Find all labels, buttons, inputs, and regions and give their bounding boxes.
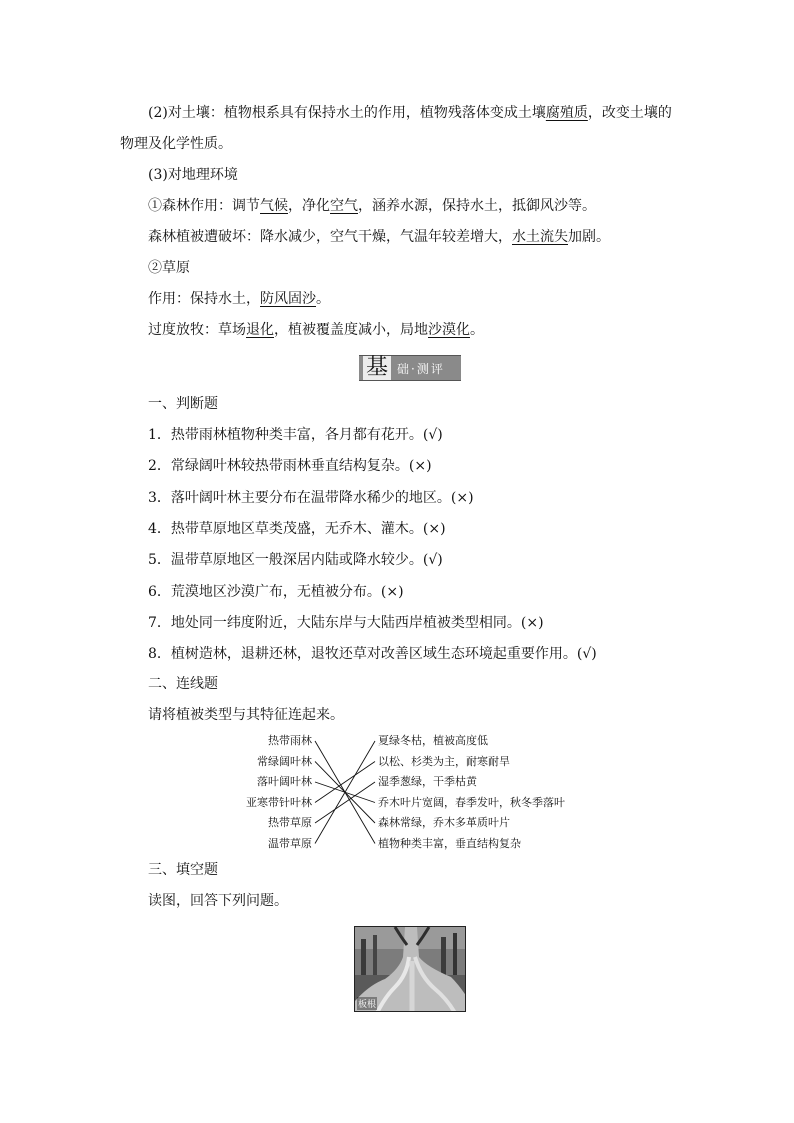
judgment-item: 5．温带草原地区一般深居内陆或降水较少。(√) xyxy=(148,552,443,569)
match-right-item: 夏绿冬枯，植被高度低 xyxy=(378,734,488,747)
match-connector-line xyxy=(315,782,375,823)
forest-damage-line xyxy=(148,227,610,247)
match-right-item: 以松、杉类为主，耐寒耐旱 xyxy=(378,754,510,768)
matching-figure xyxy=(240,730,580,855)
match-right-item: 湿季葱绿，干季枯黄 xyxy=(378,775,477,788)
match-left-item: 热带雨林 xyxy=(268,734,312,747)
match-left-item: 热带草原 xyxy=(268,816,312,829)
judgment-item: 1．热带雨林植物种类丰富，各月都有花开。(√) xyxy=(148,427,443,443)
forest-damage-text-a: 森林植被遭破坏：降水减少，空气干燥，气温年较差增大， xyxy=(148,229,512,245)
subheading-geo-environment: (3)对地理环境 xyxy=(148,167,238,183)
match-right-item: 植物种类丰富，垂直结构复杂 xyxy=(378,836,521,850)
soil-text-a: (2)对土壤：植物根系具有保持水土的作用，植物残落体变成土壤 xyxy=(148,105,546,121)
match-left-item: 温带草原 xyxy=(268,836,312,850)
banner-big-char: 基 xyxy=(363,356,391,380)
match-left-item: 落叶阔叶林 xyxy=(257,775,312,788)
overgrazing-line xyxy=(148,320,484,340)
grass-role-text-b: 。 xyxy=(316,291,330,307)
section-banner-basic-test xyxy=(359,355,461,381)
overgraze-text-a: 过度放牧：草场 xyxy=(148,322,246,338)
forest-text-b: ，净化 xyxy=(288,198,330,214)
match-left-item: 常绿阔叶林 xyxy=(257,754,312,768)
grass-role-underline: 防风固沙 xyxy=(260,291,316,307)
judgment-item: 2．常绿阔叶林较热带雨林垂直结构复杂。(×) xyxy=(148,458,432,475)
section-title-matching: 二、连线题 xyxy=(148,676,218,692)
forest-damage-underline: 水土流失 xyxy=(512,229,568,245)
forest-damage-text-b: 加剧。 xyxy=(568,229,610,245)
judgment-item: 3．落叶阔叶林主要分布在温带降水稀少的地区。(×) xyxy=(148,489,474,506)
fill-blank-prompt: 读图，回答下列问题。 xyxy=(148,893,288,909)
judgment-item: 4．热带草原地区草类茂盛，无乔木、灌木。(×) xyxy=(148,520,446,537)
forest-underline-air: 空气 xyxy=(330,198,358,214)
judgment-item: 8．植树造林，退耕还林，退牧还草对改善区域生态环境起重要作用。(√) xyxy=(148,646,597,663)
forest-text-a: ①森林作用：调节 xyxy=(148,198,260,214)
soil-text-b: ，改变土壤的 xyxy=(587,105,672,121)
banner-rest-text: 础·测评 xyxy=(397,361,445,376)
overgraze-text-c: 。 xyxy=(470,322,484,338)
section-title-judgment: 一、判断题 xyxy=(148,396,218,412)
match-connector-line xyxy=(315,762,375,803)
match-right-item: 乔木叶片宽阔，春季发叶，秋冬季落叶 xyxy=(378,795,565,809)
overgraze-text-b: ，植被覆盖度减小，局地 xyxy=(274,322,428,338)
grass-role-text-a: 作用：保持水土， xyxy=(148,291,260,307)
judgment-item: 7．地处同一纬度附近，大陆东岸与大陆西岸植被类型相同。(×) xyxy=(148,614,544,631)
grassland-title: ②草原 xyxy=(148,260,190,276)
overgraze-underline-degrade: 退化 xyxy=(246,322,274,338)
soil-paragraph-line-2: 物理及化学性质。 xyxy=(120,136,232,152)
overgraze-underline-desert: 沙漠化 xyxy=(428,322,470,338)
matching-prompt: 请将植被类型与其特征连起来。 xyxy=(148,707,344,723)
judgment-item: 6．荒漠地区沙漠广布，无植被分布。(×) xyxy=(148,583,404,600)
section-title-fill-blank: 三、填空题 xyxy=(148,862,218,878)
forest-underline-climate: 气候 xyxy=(260,198,288,214)
soil-paragraph-line-1 xyxy=(148,103,672,123)
forest-role-line xyxy=(148,196,596,216)
buttress-root-photo xyxy=(354,926,466,1012)
grassland-role-line xyxy=(148,289,330,309)
match-right-item: 森林常绿，乔木多革质叶片 xyxy=(378,816,510,829)
forest-text-c: ，涵养水源，保持水土，抵御风沙等。 xyxy=(358,198,596,214)
soil-underline-humus: 腐殖质 xyxy=(545,105,588,121)
photo-caption: 板根 xyxy=(357,997,377,1010)
match-left-item: 亚寒带针叶林 xyxy=(246,795,312,809)
